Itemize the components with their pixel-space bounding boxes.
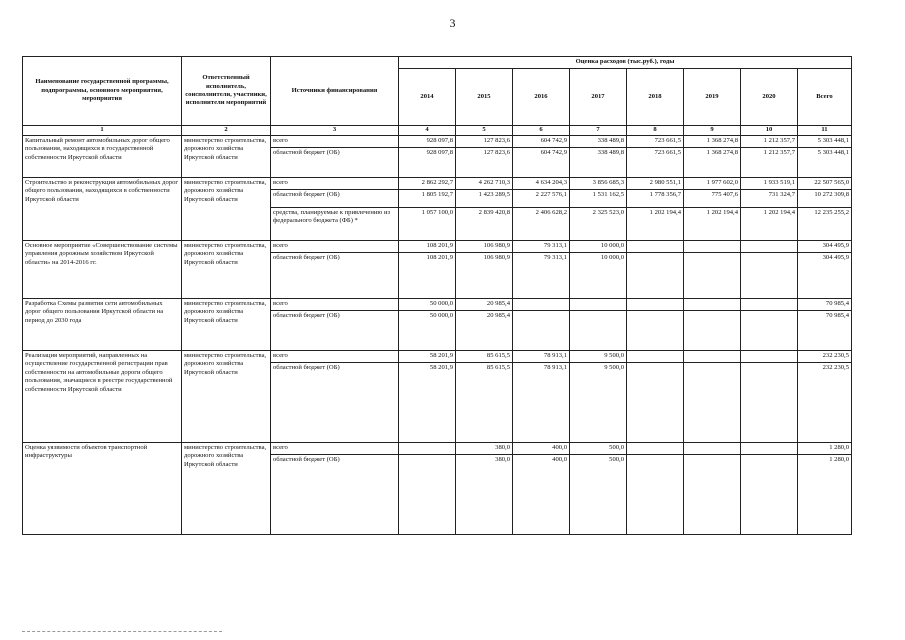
- expense-value: 58 201,9: [399, 363, 456, 443]
- expense-value: 10 000,0: [570, 253, 627, 299]
- expense-value: 1 280,0: [798, 443, 852, 455]
- expense-value: [627, 455, 684, 535]
- expense-value: [627, 443, 684, 455]
- header-expenses: Оценка расходов (тыс.руб.), годы: [399, 57, 852, 69]
- expense-value: 2 325 523,0: [570, 208, 627, 241]
- expense-value: [627, 253, 684, 299]
- expense-value: [570, 299, 627, 311]
- measure-name: Оценка уязвимости объектов транспортной инфраструктуры: [23, 443, 182, 535]
- expense-value: 232 230,5: [798, 363, 852, 443]
- measure-name: Разработка Схемы развития сети автомобильных дорог общего пользования Иркутской области на период до 2030 года: [23, 299, 182, 351]
- expense-value: [684, 443, 741, 455]
- header-year: 2017: [570, 69, 627, 126]
- expense-value: [627, 363, 684, 443]
- expense-value: 4 262 710,3: [456, 178, 513, 190]
- measure-name: Основное мероприятие «Совершенствование системы управления дорожным хозяйством Иркутской области» на 2014-2016 гг.: [23, 241, 182, 299]
- expense-value: 1 778 356,7: [627, 190, 684, 208]
- expense-value: [741, 299, 798, 311]
- expense-value: 5 303 448,1: [798, 136, 852, 148]
- table-row: [23, 351, 852, 363]
- expense-value: 20 985,4: [456, 311, 513, 351]
- expense-value: [741, 363, 798, 443]
- expense-value: 304 495,9: [798, 253, 852, 299]
- expense-value: [513, 299, 570, 311]
- expense-value: 1 280,0: [798, 455, 852, 535]
- column-number: 1: [23, 126, 182, 136]
- column-number: 3: [271, 126, 399, 136]
- expense-value: 1 057 100,0: [399, 208, 456, 241]
- responsible-executor: министерство строительства, дорожного хозяйства Иркутской области: [182, 299, 271, 351]
- expense-value: 2 227 576,1: [513, 190, 570, 208]
- header-year: 2019: [684, 69, 741, 126]
- expense-value: 9 500,0: [570, 363, 627, 443]
- header-responsible: Ответственный исполнитель, соисполнители, участники, исполнители мероприятий: [182, 57, 271, 126]
- expense-value: 1 202 194,4: [684, 208, 741, 241]
- funding-source: всего: [271, 136, 399, 148]
- responsible-executor: министерство строительства, дорожного хозяйства Иркутской области: [182, 178, 271, 241]
- expense-value: 400,0: [513, 443, 570, 455]
- funding-source: областной бюджет (ОБ): [271, 363, 399, 443]
- expense-value: 58 201,9: [399, 351, 456, 363]
- expense-value: 1 977 602,0: [684, 178, 741, 190]
- footer-divider: [22, 631, 222, 632]
- expense-value: 85 615,5: [456, 363, 513, 443]
- expense-value: 232 230,5: [798, 351, 852, 363]
- expense-value: 108 201,9: [399, 253, 456, 299]
- header-year: 2018: [627, 69, 684, 126]
- expense-value: 380,0: [456, 455, 513, 535]
- expense-value: 85 615,5: [456, 351, 513, 363]
- expense-value: 79 313,1: [513, 253, 570, 299]
- expense-value: 928 097,8: [399, 136, 456, 148]
- measure-name: Строительство и реконструкция автомобильных дорог общего пользования, находящихся в собственности Иркутской области: [23, 178, 182, 241]
- expense-value: 70 985,4: [798, 299, 852, 311]
- expense-value: 1 531 162,5: [570, 190, 627, 208]
- expense-value: [684, 299, 741, 311]
- measure-name: Реализация мероприятий, направленных на осуществление государственной регистрации прав собственности на автомобильные дороги общего пользования, значащиеся в реестре государственной собственности Иркутской области: [23, 351, 182, 443]
- expense-value: 50 000,0: [399, 311, 456, 351]
- expense-value: [684, 311, 741, 351]
- responsible-executor: министерство строительства, дорожного хозяйства Иркутской области: [182, 351, 271, 443]
- header-year: Всего: [798, 69, 852, 126]
- expense-value: 78 913,1: [513, 351, 570, 363]
- expense-value: 1 212 357,7: [741, 136, 798, 148]
- expense-value: 2 406 628,2: [513, 208, 570, 241]
- responsible-executor: министерство строительства, дорожного хозяйства Иркутской области: [182, 136, 271, 178]
- funding-source: всего: [271, 443, 399, 455]
- expenses-table: [22, 56, 852, 535]
- expense-value: [627, 351, 684, 363]
- funding-source: областной бюджет (ОБ): [271, 148, 399, 178]
- column-number: 11: [798, 126, 852, 136]
- responsible-executor: министерство строительства, дорожного хозяйства Иркутской области: [182, 241, 271, 299]
- expense-value: 1 368 274,8: [684, 148, 741, 178]
- expense-value: 1 368 274,8: [684, 136, 741, 148]
- column-number: 4: [399, 126, 456, 136]
- measure-name: Капитальный ремонт автомобильных дорог общего пользования, находящихся в государственной собственности Иркутской области: [23, 136, 182, 178]
- expense-value: 2 980 551,1: [627, 178, 684, 190]
- column-number: 5: [456, 126, 513, 136]
- expense-value: 106 980,9: [456, 241, 513, 253]
- expense-value: 1 202 194,4: [741, 208, 798, 241]
- expense-value: [741, 241, 798, 253]
- expense-value: 2 862 292,7: [399, 178, 456, 190]
- expense-value: 400,0: [513, 455, 570, 535]
- expense-value: [399, 443, 456, 455]
- expense-value: 10 000,0: [570, 241, 627, 253]
- funding-source: областной бюджет (ОБ): [271, 190, 399, 208]
- expense-value: 723 661,5: [627, 148, 684, 178]
- header-year: 2016: [513, 69, 570, 126]
- table-row: [23, 443, 852, 455]
- responsible-executor: министерство строительства, дорожного хозяйства Иркутской области: [182, 443, 271, 535]
- expense-value: [513, 311, 570, 351]
- expense-value: [627, 299, 684, 311]
- header-sources: Источники финансирования: [271, 57, 399, 126]
- expense-value: 731 324,7: [741, 190, 798, 208]
- column-number: 6: [513, 126, 570, 136]
- expense-value: [741, 311, 798, 351]
- expense-value: 4 634 204,3: [513, 178, 570, 190]
- expense-value: [399, 455, 456, 535]
- expense-value: 108 201,9: [399, 241, 456, 253]
- header-year: 2020: [741, 69, 798, 126]
- expense-value: [741, 455, 798, 535]
- expense-value: 775 407,6: [684, 190, 741, 208]
- table-row: [23, 241, 852, 253]
- expense-value: [627, 241, 684, 253]
- expense-value: 304 495,9: [798, 241, 852, 253]
- header-year: 2014: [399, 69, 456, 126]
- expense-value: [684, 363, 741, 443]
- table-row: [23, 136, 852, 148]
- expense-value: 2 839 420,8: [456, 208, 513, 241]
- expense-value: 127 823,6: [456, 136, 513, 148]
- expense-value: 338 489,8: [570, 148, 627, 178]
- column-number: 10: [741, 126, 798, 136]
- expense-value: [684, 455, 741, 535]
- expense-value: 723 661,5: [627, 136, 684, 148]
- expense-value: 500,0: [570, 455, 627, 535]
- expense-value: 9 500,0: [570, 351, 627, 363]
- table-row: [23, 178, 852, 190]
- column-number: 9: [684, 126, 741, 136]
- expense-value: 3 856 685,3: [570, 178, 627, 190]
- expense-value: 1 423 289,5: [456, 190, 513, 208]
- expense-value: 5 303 448,1: [798, 148, 852, 178]
- expense-value: [741, 351, 798, 363]
- funding-source: областной бюджет (ОБ): [271, 455, 399, 535]
- expense-value: [684, 253, 741, 299]
- expense-value: 70 985,4: [798, 311, 852, 351]
- expense-value: [627, 311, 684, 351]
- expense-value: 1 805 192,7: [399, 190, 456, 208]
- expense-value: [684, 351, 741, 363]
- expense-value: 127 823,6: [456, 148, 513, 178]
- funding-source: областной бюджет (ОБ): [271, 253, 399, 299]
- expense-value: [570, 311, 627, 351]
- expense-value: 79 313,1: [513, 241, 570, 253]
- page-number: 3: [449, 16, 456, 30]
- expense-value: 1 212 357,7: [741, 148, 798, 178]
- expense-value: 106 980,9: [456, 253, 513, 299]
- funding-source: средства, планируемые к привлечению из федерального бюджета (ФБ) *: [271, 208, 399, 241]
- expense-value: 78 913,1: [513, 363, 570, 443]
- table-row: [23, 299, 852, 311]
- expense-value: [684, 241, 741, 253]
- expense-value: 22 507 565,0: [798, 178, 852, 190]
- expense-value: 500,0: [570, 443, 627, 455]
- expense-value: 1 202 194,4: [627, 208, 684, 241]
- expense-value: 10 272 309,8: [798, 190, 852, 208]
- column-number: 7: [570, 126, 627, 136]
- expense-value: 20 985,4: [456, 299, 513, 311]
- funding-source: всего: [271, 351, 399, 363]
- expense-value: 1 933 519,1: [741, 178, 798, 190]
- expense-value: 12 235 255,2: [798, 208, 852, 241]
- header-name: Наименование государственной программы, подпрограммы, основного мероприятия, мероприятия: [23, 57, 182, 126]
- column-number: 2: [182, 126, 271, 136]
- expense-value: 338 489,8: [570, 136, 627, 148]
- column-number: 8: [627, 126, 684, 136]
- expense-value: [741, 253, 798, 299]
- funding-source: всего: [271, 299, 399, 311]
- funding-source: областной бюджет (ОБ): [271, 311, 399, 351]
- expense-value: 604 742,9: [513, 136, 570, 148]
- expense-value: 604 742,9: [513, 148, 570, 178]
- funding-source: всего: [271, 178, 399, 190]
- header-year: 2015: [456, 69, 513, 126]
- expense-value: 50 000,0: [399, 299, 456, 311]
- funding-source: всего: [271, 241, 399, 253]
- expense-value: 928 097,8: [399, 148, 456, 178]
- expense-value: [741, 443, 798, 455]
- expense-value: 380,0: [456, 443, 513, 455]
